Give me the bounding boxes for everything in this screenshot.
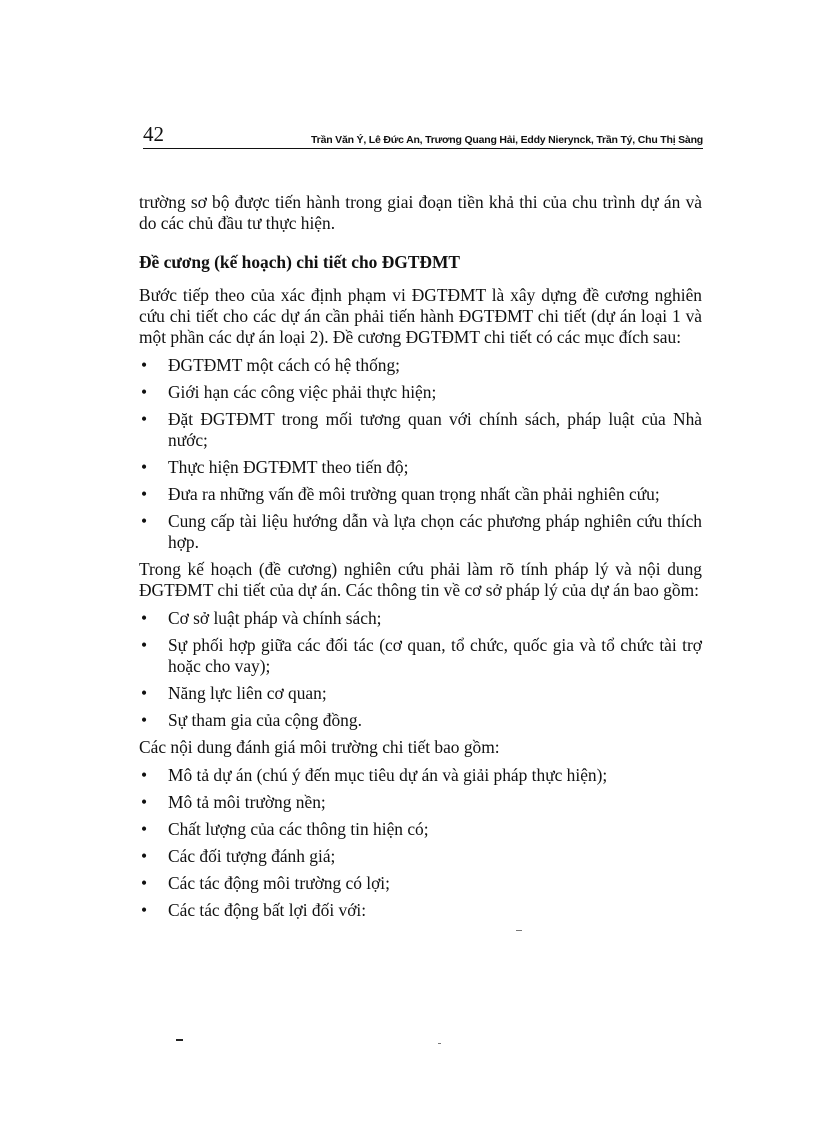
list-item-text: Năng lực liên cơ quan;	[168, 683, 327, 703]
bullet-icon: •	[141, 846, 148, 866]
paragraph-purpose: Bước tiếp theo của xác định phạm vi ĐGTĐMT là xây dựng đề cương nghiên cứu chi tiết cho các dự án cần phải tiến hành ĐGTĐMT chi tiết (dự án loại 1 và một phần các dự án loại 2). Đề cương ĐGTĐMT chi tiết có các mục đích sau:	[139, 285, 702, 347]
list-item-text: Giới hạn các công việc phải thực hiện;	[168, 382, 437, 402]
bullet-icon: •	[141, 819, 148, 839]
list-item-text: Các tác động bất lợi đối với:	[168, 900, 367, 920]
list-item-text: Đặt ĐGTĐMT trong mối tương quan với chính sách, pháp luật của Nhà nước;	[168, 409, 702, 450]
bullet-icon: •	[141, 608, 148, 628]
list-item	[139, 355, 702, 376]
bullet-icon: •	[141, 355, 148, 375]
list-item	[139, 846, 702, 867]
page-header	[143, 122, 703, 152]
list-item-text: ĐGTĐMT một cách có hệ thống;	[168, 355, 400, 375]
list-item	[139, 900, 702, 921]
bullet-icon: •	[141, 900, 148, 920]
assessment-content-list	[139, 765, 702, 921]
bullet-icon: •	[141, 873, 148, 893]
list-item	[139, 409, 702, 451]
scan-speck	[516, 930, 522, 931]
bullet-icon: •	[141, 457, 148, 477]
list-item	[139, 635, 702, 677]
bullet-icon: •	[141, 409, 148, 429]
list-item	[139, 683, 702, 704]
page-body	[139, 192, 702, 927]
list-item-text: Mô tả dự án (chú ý đến mục tiêu dự án và giải pháp thực hiện);	[168, 765, 608, 785]
list-item	[139, 484, 702, 505]
paragraph-assessment-content: Các nội dung đánh giá môi trường chi tiết bao gồm:	[139, 737, 500, 757]
list-item-text: Thực hiện ĐGTĐMT theo tiến độ;	[168, 457, 409, 477]
list-item	[139, 873, 702, 894]
bullet-icon: •	[141, 792, 148, 812]
page-number: 42	[143, 122, 164, 146]
list-item	[139, 765, 702, 786]
intro-paragraph: trường sơ bộ được tiến hành trong giai đoạn tiền khả thi của chu trình dự án và do các chủ đầu tư thực hiện.	[139, 192, 702, 233]
list-item-text: Các đối tượng đánh giá;	[168, 846, 336, 866]
legal-basis-list	[139, 608, 702, 731]
list-item-text: Chất lượng của các thông tin hiện có;	[168, 819, 429, 839]
sub-item-dash	[176, 1039, 183, 1041]
list-item	[139, 819, 702, 840]
list-item-text: Đưa ra những vấn đề môi trường quan trọng nhất cần phải nghiên cứu;	[168, 484, 660, 504]
bullet-icon: •	[141, 382, 148, 402]
bullet-icon: •	[141, 511, 148, 531]
list-item	[139, 792, 702, 813]
list-item	[139, 382, 702, 403]
list-item-text: Sự tham gia của cộng đồng.	[168, 710, 362, 730]
list-item-text: Sự phối hợp giữa các đối tác (cơ quan, tổ chức, quốc gia và tổ chức tài trợ hoặc cho vay);	[168, 635, 702, 676]
list-item-text: Mô tả môi trường nền;	[168, 792, 326, 812]
list-item	[139, 457, 702, 478]
bullet-icon: •	[141, 635, 148, 655]
list-item-text: Các tác động môi trường có lợi;	[168, 873, 390, 893]
bullet-icon: •	[141, 683, 148, 703]
list-item	[139, 511, 702, 553]
bullet-icon: •	[141, 765, 148, 785]
purpose-list	[139, 355, 702, 553]
header-rule	[143, 148, 703, 149]
scan-speck	[438, 1043, 441, 1044]
list-item	[139, 608, 702, 629]
bullet-icon: •	[141, 710, 148, 730]
section-heading: Đề cương (kế hoạch) chi tiết cho ĐGTĐMT	[139, 252, 460, 272]
list-item-text: Cung cấp tài liệu hướng dẫn và lựa chọn các phương pháp nghiên cứu thích hợp.	[168, 511, 702, 552]
bullet-icon: •	[141, 484, 148, 504]
paragraph-legal-basis: Trong kế hoạch (đề cương) nghiên cứu phải làm rõ tính pháp lý và nội dung ĐGTĐMT chi tiết của dự án. Các thông tin về cơ sở pháp lý của dự án bao gồm:	[139, 559, 702, 600]
running-head-authors: Trần Văn Ý, Lê Đức An, Trương Quang Hải, Eddy Nierynck, Trần Tý, Chu Thị Sàng	[311, 134, 703, 146]
list-item-text: Cơ sở luật pháp và chính sách;	[168, 608, 382, 628]
list-item	[139, 710, 702, 731]
